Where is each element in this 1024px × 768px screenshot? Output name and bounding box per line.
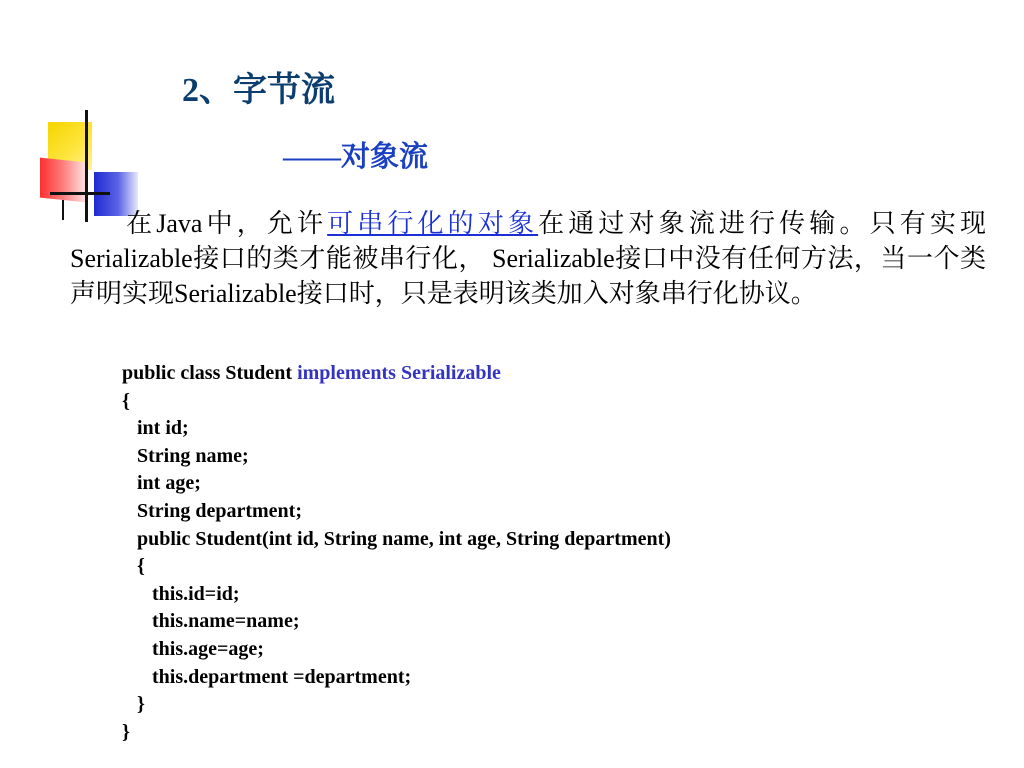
highlighted-link-text[interactable]: 可串行化的对象 <box>327 209 539 238</box>
code-line: int id; <box>122 417 189 440</box>
code-line: } <box>122 693 145 716</box>
code-block <box>122 360 671 746</box>
code-line: String name; <box>122 444 249 467</box>
code-line: String department; <box>122 499 302 522</box>
code-line: } <box>122 720 130 743</box>
paragraph-suffix: 在通过对象流进行传输。只有实现Serializable接口的类才能被串行化， Serializable接口中没有任何方法，当一个类声明实现Serializable接口时，只是表明该类加入对象串行化协议。 <box>70 209 986 308</box>
code-line: { <box>122 555 145 578</box>
slide-title: 2、字节流 <box>182 72 335 109</box>
code-line: this.name=name; <box>122 610 300 633</box>
code-line: { <box>122 389 130 412</box>
code-line: this.id=id; <box>122 582 240 605</box>
red-bar-decoration <box>40 158 86 203</box>
slide-subtitle: ——对象流 <box>283 141 429 173</box>
code-line: this.age=age; <box>122 637 264 660</box>
code-line: int age; <box>122 472 201 495</box>
short-line-decoration <box>62 200 64 220</box>
paragraph-prefix: 在Java中，允许 <box>122 209 328 238</box>
code-line: public Student(int id, String name, int age, String department) <box>122 527 671 550</box>
code-class-declaration: public class Student <box>122 362 298 384</box>
code-line: this.department =department; <box>122 665 412 688</box>
code-implements-keyword: implements Serializable <box>297 362 501 384</box>
code-line <box>122 360 671 388</box>
horizontal-line-decoration <box>50 192 110 195</box>
body-paragraph <box>70 206 986 311</box>
